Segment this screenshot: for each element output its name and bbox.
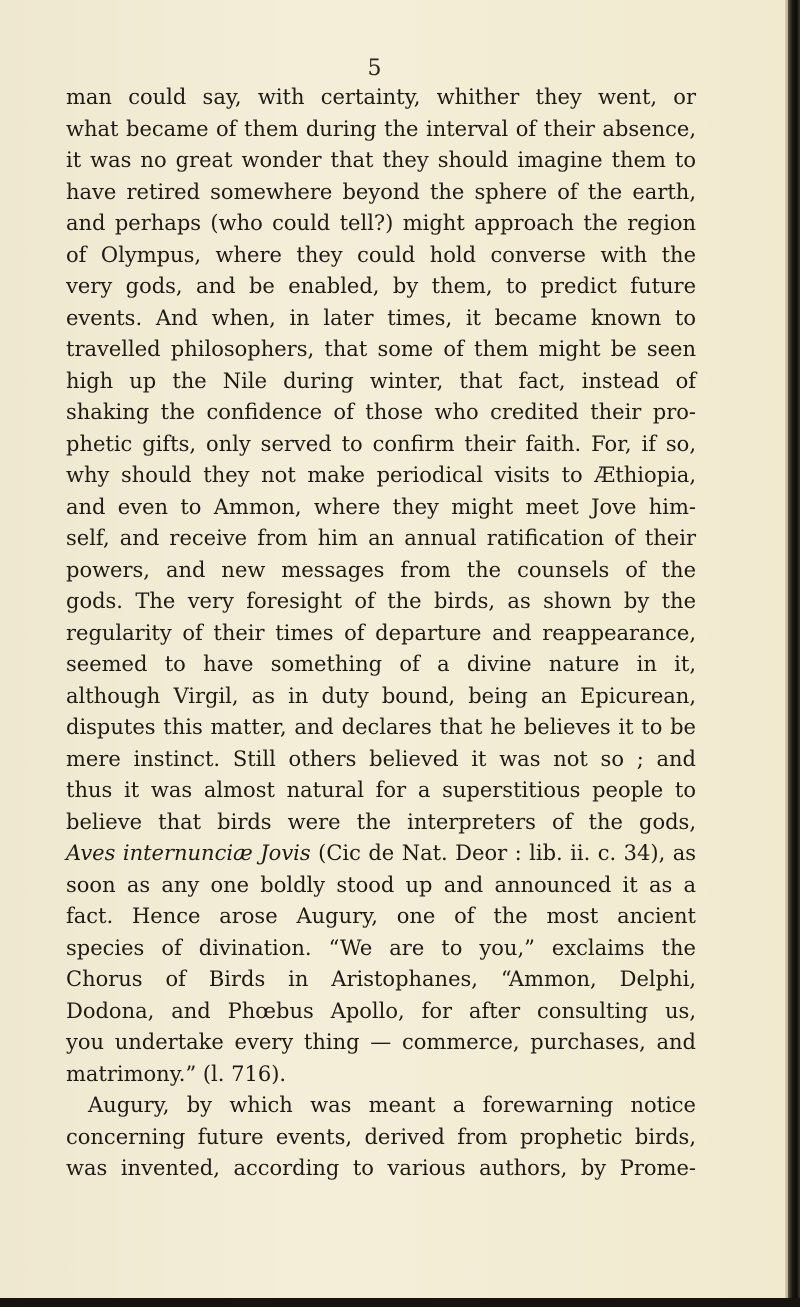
body-text	[66, 82, 696, 1185]
text-line: was invented, according to various authors, by Prome-	[66, 1156, 696, 1180]
text-line: thus it was almost natural for a superstitious people to	[66, 778, 696, 802]
text-line: have retired somewhere beyond the sphere of the earth,	[66, 179, 696, 204]
text-line: Chorus of Birds in Aristophanes, “Ammon, Delphi,	[66, 967, 696, 991]
text-line: gods. The very foresight of the birds, as shown by the	[66, 589, 696, 613]
text-line: high up the Nile during winter, that fact, instead of	[66, 368, 696, 393]
text-line: although Virgil, as in duty bound, being an Epicurean,	[66, 683, 696, 708]
text-line: very gods, and be enabled, by them, to predict future	[66, 274, 696, 298]
text-line: concerning future events, derived from prophetic birds,	[66, 1124, 696, 1149]
citation-text: (Cic de Nat. Deor : lib. ii. c. 34), as	[310, 841, 697, 865]
text-line: and even to Ammon, where they might meet Jove him-	[66, 494, 696, 519]
binding-edge	[788, 0, 800, 1307]
text-line: mere instinct. Still others believed it was not so ; and	[66, 746, 696, 771]
text-line: travelled philosophers, that some of them might be seen	[66, 337, 696, 361]
latin-phrase: Aves internunciæ Jovis	[66, 841, 311, 865]
text-line-latin-quote	[66, 838, 696, 870]
text-line: Dodona, and Phœbus Apollo, for after consulting us,	[66, 998, 696, 1023]
text-line: why should they not make periodical visits to Æthiopia,	[66, 463, 696, 487]
text-line: you undertake every thing — commerce, purchases, and	[66, 1030, 696, 1054]
text-line: seemed to have something of a divine nature in it,	[66, 652, 696, 676]
text-line: regularity of their times of departure and reappearance,	[66, 620, 696, 645]
text-line: man could say, with certainty, whither they went, or	[66, 85, 696, 109]
text-line: soon as any one boldly stood up and announced it as a	[66, 872, 696, 897]
text-line: species of divination. “We are to you,” exclaims the	[66, 935, 696, 960]
bottom-border	[0, 1298, 800, 1307]
paragraph-end-line: matrimony.” (l. 716).	[66, 1061, 287, 1086]
text-line: events. And when, in later times, it became known to	[66, 305, 696, 330]
text-line: fact. Hence arose Augury, one of the most ancient	[66, 904, 696, 928]
text-line: it was no great wonder that they should imagine them to	[66, 148, 696, 172]
text-line: and perhaps (who could tell?) might approach the region	[66, 211, 696, 235]
text-line: disputes this matter, and declares that he believes it to be	[66, 715, 696, 739]
text-line: phetic gifts, only served to confirm their faith. For, if so,	[66, 431, 696, 456]
text-line: self, and receive from him an annual ratification of their	[66, 526, 696, 550]
text-line: believe that birds were the interpreters of the gods,	[66, 809, 696, 834]
text-line: shaking the confidence of those who credited their pro-	[66, 400, 696, 424]
page-number: 5	[367, 56, 383, 81]
text-line: what became of them during the interval of their absence,	[66, 116, 696, 141]
text-line: of Olympus, where they could hold converse with the	[66, 242, 696, 267]
paragraph-first-line: Augury, by which was meant a forewarning notice	[88, 1093, 696, 1117]
text-line: powers, and new messages from the counsels of the	[66, 557, 696, 582]
